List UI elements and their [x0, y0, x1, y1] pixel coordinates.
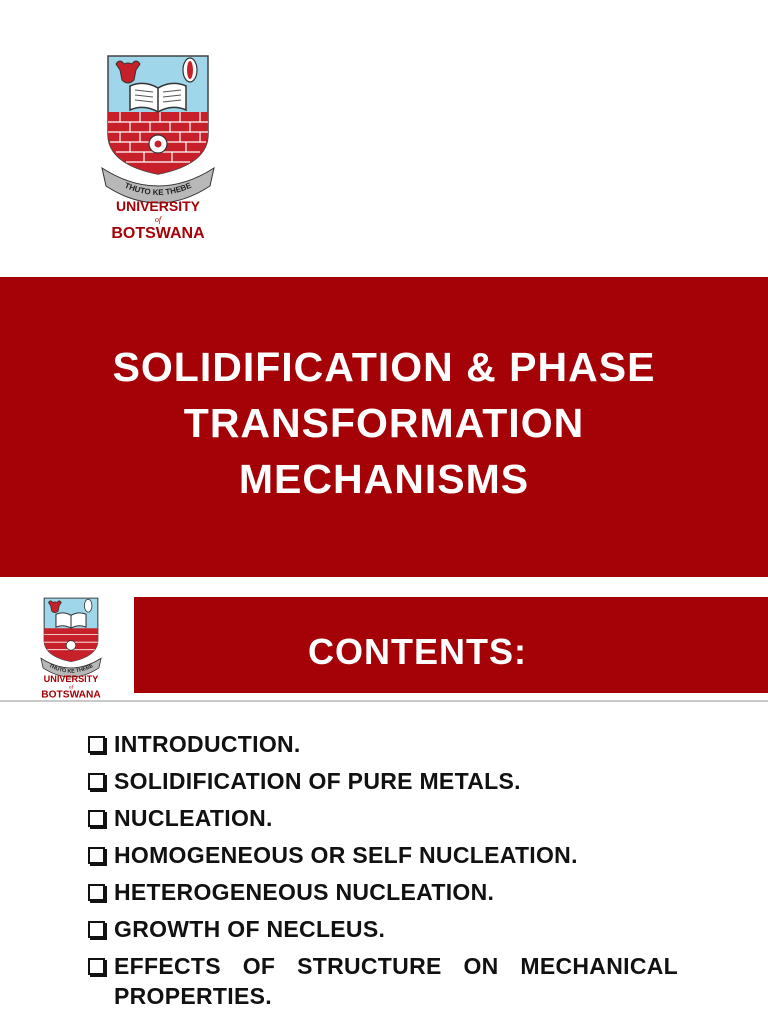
- logo-university: UNIVERSITY: [115, 198, 201, 214]
- contents-header-band: [134, 597, 768, 693]
- list-item: INTRODUCTION.: [86, 729, 678, 759]
- logo-university-small: UNIVERSITY: [43, 673, 99, 684]
- checkbox-bullet-icon: [88, 921, 105, 938]
- slide-title: [113, 339, 656, 507]
- title-band: [0, 277, 768, 577]
- logo-botswana: BOTSWANA: [111, 225, 205, 242]
- list-item: HOMOGENEOUS OR SELF NUCLEATION.: [86, 840, 678, 870]
- logo-botswana-small: BOTSWANA: [41, 689, 101, 698]
- checkbox-bullet-icon: [88, 810, 105, 827]
- slide-separator: [0, 577, 768, 589]
- checkbox-bullet-icon: [88, 773, 105, 790]
- header-divider: [0, 700, 768, 702]
- checkbox-bullet-icon: [88, 847, 105, 864]
- university-crest-icon: [100, 52, 216, 242]
- list-item: NUCLEATION.: [86, 803, 678, 833]
- list-item: HETEROGENEOUS NUCLEATION.: [86, 877, 678, 907]
- logo-of-small: of: [68, 684, 74, 691]
- motto-text-small: THUTO KE THEBE: [47, 662, 95, 675]
- list-item: EFFECTS OF STRUCTURE ON MECHANICAL PROPERTIES.: [86, 951, 678, 1011]
- list-item: SOLIDIFICATION OF PURE METALS.: [86, 766, 678, 796]
- title-line-1: SOLIDIFICATION & PHASE: [112, 344, 656, 390]
- logo-of: of: [154, 215, 162, 224]
- list-item: GROWTH OF NECLEUS.: [86, 914, 678, 944]
- checkbox-bullet-icon: [88, 736, 105, 753]
- motto-text: THUTO KE THEBE: [123, 180, 193, 198]
- contents-list: [86, 729, 678, 1018]
- title-line-2: TRANSFORMATION: [183, 400, 585, 446]
- checkbox-bullet-icon: [88, 958, 105, 975]
- contents-heading: CONTENTS:: [308, 631, 527, 672]
- university-crest-small-icon: [38, 596, 104, 698]
- checkbox-bullet-icon: [88, 884, 105, 901]
- title-line-3: MECHANISMS: [238, 456, 530, 502]
